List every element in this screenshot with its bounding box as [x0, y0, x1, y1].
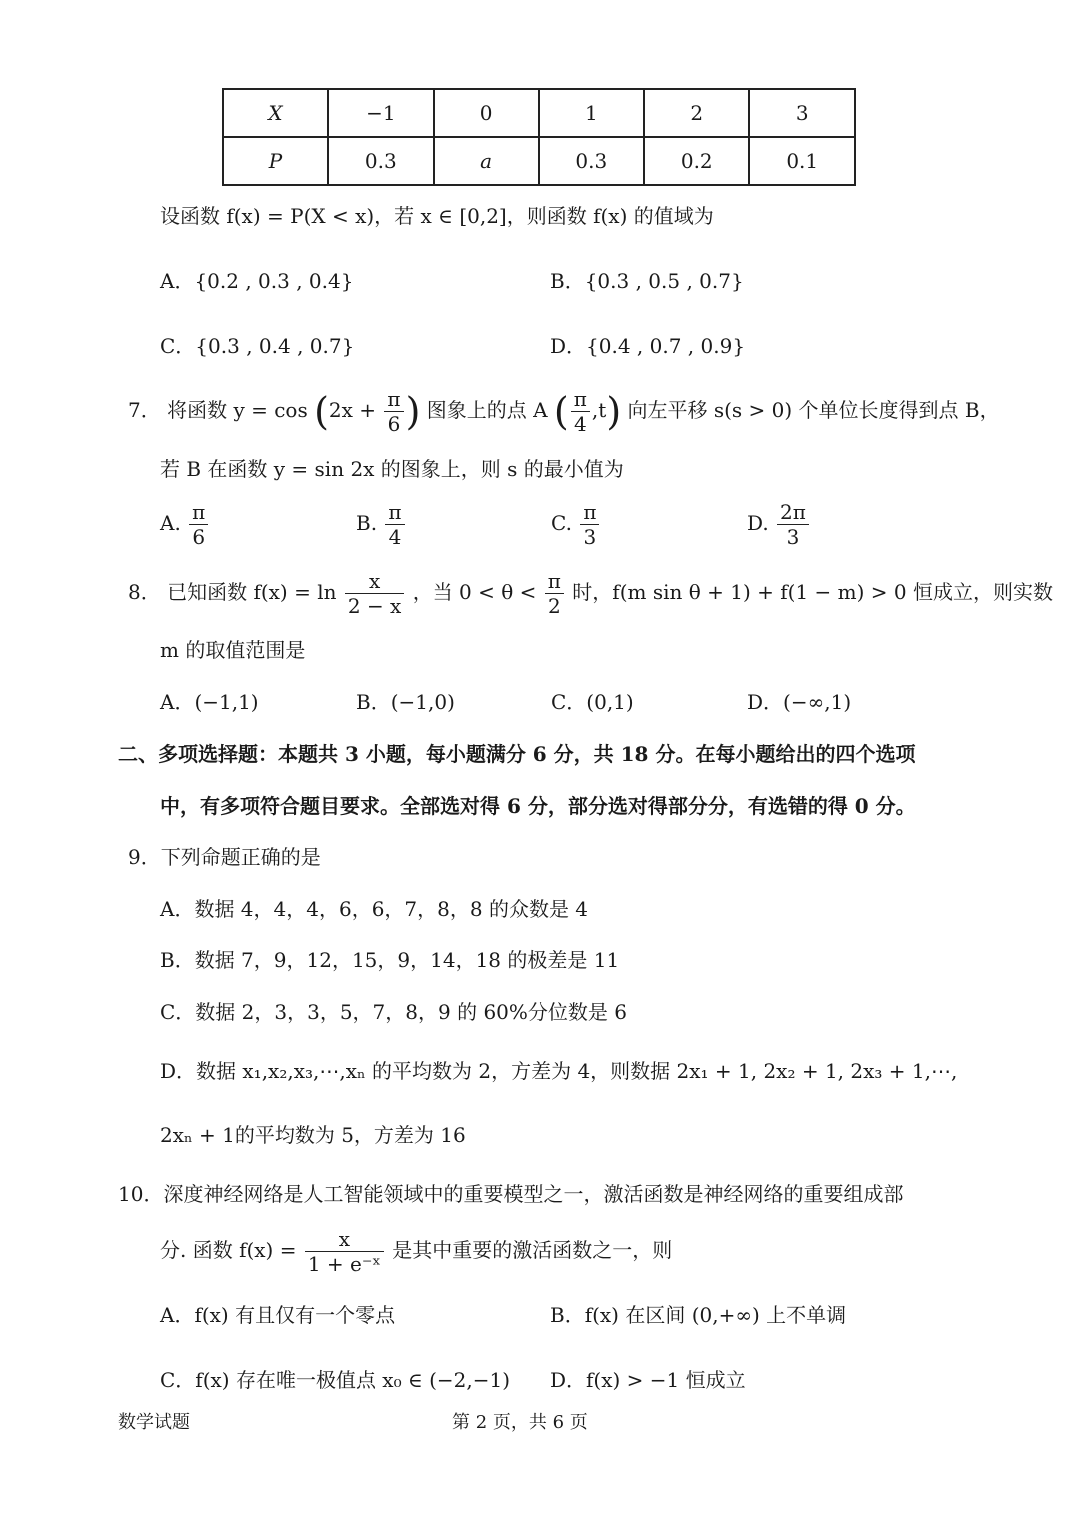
section-2-heading: 二、多项选择题：本题共 3 小题，每小题满分 6 分，共 18 分。在每小题给出的四个选项: [118, 742, 916, 766]
q6-stem: 设函数 f(x) = P(X < x)，若 x ∈ [0,2]，则函数 f(x) 的值域为: [160, 204, 714, 228]
q9-option-d: D．数据 x₁,x₂,x₃,⋯,xₙ 的平均数为 2，方差为 4，则数据 2x₁ + 1, 2x₂ + 1, 2x₃ + 1,⋯,: [160, 1059, 958, 1083]
q8-option-a: A．(−1,1): [160, 690, 259, 714]
q7-text-4: ,t: [591, 398, 607, 422]
q10-text-1: 分. 函数 f(x) =: [160, 1238, 297, 1262]
table-row-p: [223, 137, 855, 185]
table-cell: 0.3: [539, 137, 644, 185]
q6-option-a: A．{0.2 , 0.3 , 0.4}: [160, 269, 354, 293]
q8-text-3: 时，f(m sin θ + 1) + f(1 − m) > 0 恒成立，则实数: [572, 580, 1053, 604]
q10-option-d: D．f(x) > −1 恒成立: [550, 1368, 746, 1392]
q6-option-c: C．{0.3 , 0.4 , 0.7}: [160, 334, 355, 358]
q6-option-d: D．{0.4 , 0.7 , 0.9}: [550, 334, 746, 358]
q10-line-2: [160, 1220, 672, 1280]
q7-option-c: C. $\frac{\pi}{3}$: [551, 500, 601, 549]
q9-option-d-cont: 2xₙ + 1的平均数为 5，方差为 16: [160, 1123, 466, 1147]
distribution-table: [222, 88, 856, 186]
q8-line-2: m 的取值范围是: [160, 638, 306, 662]
q7-option-d: D. $\frac{2\pi}{3}$: [747, 500, 811, 549]
footer-page-number: 第 2 页，共 6 页: [452, 1412, 588, 1433]
q7-text-1: 将函数 y = cos: [167, 398, 308, 422]
section-2-heading-cont: 中，有多项符合题目要求。全部选对得 6 分，部分选对得部分分，有选错的得 0 分。: [160, 794, 916, 818]
q7-number: 7．: [128, 398, 161, 422]
q8-stem: [128, 562, 1053, 622]
table-cell: 3: [749, 89, 855, 137]
q7-fraction-pi-6: $\frac{\pi}{6}$: [384, 387, 403, 436]
q8-text-1: 已知函数 f(x) = ln: [167, 580, 337, 604]
table-cell: 0.2: [644, 137, 749, 185]
q8-number: 8．: [128, 580, 161, 604]
table-cell: −1: [328, 89, 433, 137]
q7-option-a: A. $\frac{\pi}{6}$: [160, 500, 210, 549]
q7-text-5: 向左平移 s(s > 0) 个单位长度得到点 B，: [627, 398, 1000, 422]
table-cell: a: [434, 137, 539, 185]
table-cell: X: [223, 89, 328, 137]
q8-option-c: C．(0,1): [551, 690, 634, 714]
table-cell: P: [223, 137, 328, 185]
table-cell: 1: [539, 89, 644, 137]
q10-stem: 10．深度神经网络是人工智能领域中的重要模型之一，激活函数是神经网络的重要组成部: [118, 1182, 904, 1206]
footer-subject: 数学试题: [118, 1412, 190, 1433]
q9-stem: 9．下列命题正确的是: [128, 845, 321, 869]
q6-option-b: B．{0.3 , 0.5 , 0.7}: [550, 269, 744, 293]
q9-option-a: A．数据 4，4，4，6，6，7，8，8 的众数是 4: [160, 897, 589, 921]
q8-option-b: B．(−1,0): [356, 690, 455, 714]
q8-fraction-pi-2: $\frac{\pi}{2}$: [545, 569, 564, 618]
q10-text-2: 是其中重要的激活函数之一，则: [392, 1238, 673, 1262]
q9-option-c: C．数据 2，3，3，5，7，8，9 的 60%分位数是 6: [160, 1000, 627, 1024]
q7-stem: 7． 将函数 y = cos (2x + $\frac{\pi}{6}$ ) 图象上的点 A ( $\frac{\pi}{4}$ ,t) 向左平移 s(s > 0) 个单位长度得到点 B，: [128, 387, 1000, 436]
table-row-x: [223, 89, 855, 137]
q7-text-2: 2x +: [328, 398, 377, 422]
q10-option-c: C．f(x) 存在唯一极值点 x₀ ∈ (−2,−1): [160, 1368, 511, 1392]
q10-option-b: B．f(x) 在区间 (0,+∞) 上不单调: [550, 1303, 847, 1327]
table-cell: 0.1: [749, 137, 855, 185]
q7-text-3: 图象上的点 A: [426, 398, 548, 422]
q9-option-b: B．数据 7，9，12，15，9，14，18 的极差是 11: [160, 948, 620, 972]
q7-line-2: 若 B 在函数 y = sin 2x 的图象上，则 s 的最小值为: [160, 457, 624, 481]
q10-option-a: A．f(x) 有且仅有一个零点: [160, 1303, 396, 1327]
table-cell: 0.3: [328, 137, 433, 185]
q7-fraction-pi-4: $\frac{\pi}{4}$: [571, 387, 590, 436]
q8-text-2: ，当 0 < θ <: [412, 580, 537, 604]
q10-fraction: $\frac{x}{\text{1 + e⁻ˣ}}$: [305, 1227, 384, 1276]
table-cell: 2: [644, 89, 749, 137]
q8-fraction-x: $\frac{x}{2 - x}$: [345, 569, 404, 618]
q8-option-d: D．(−∞,1): [747, 690, 852, 714]
table-cell: 0: [434, 89, 539, 137]
q7-option-b: B. $\frac{\pi}{4}$: [356, 500, 407, 549]
